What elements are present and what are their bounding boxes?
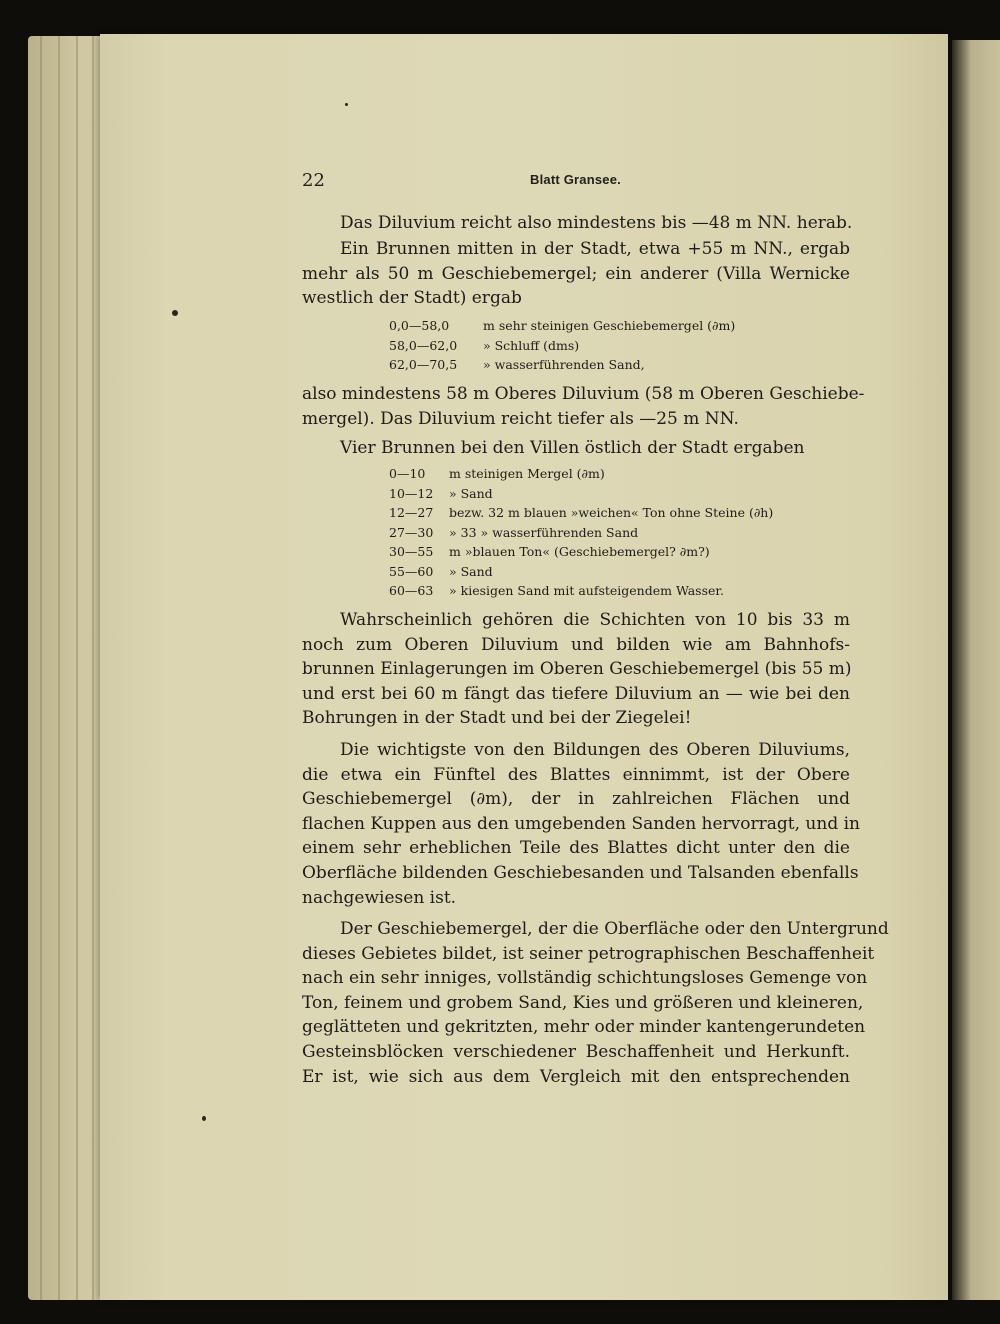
layer-cell: » 33 » wasserführenden Sand bbox=[449, 524, 639, 540]
paragraph-3 bbox=[302, 382, 865, 431]
table-row bbox=[389, 542, 773, 562]
text-line: und erst bei 60 m fängt das tiefere Diluvium an — wie bei den bbox=[302, 683, 850, 704]
depth-cell: 55—60 bbox=[389, 563, 434, 579]
layer-cell: m steinigen Mergel (∂m) bbox=[449, 466, 605, 481]
text-line: Er ist, wie sich aus dem Vergleich mit den entsprechenden bbox=[302, 1066, 850, 1087]
table-row bbox=[389, 316, 735, 336]
text-line: Oberfläche bildenden Geschiebesanden und Talsanden ebenfalls bbox=[302, 862, 859, 883]
next-page-edge bbox=[952, 40, 1000, 1300]
paragraph-7 bbox=[302, 917, 889, 1089]
layer-cell: bezw. 32 m blauen »weichen« Ton ohne Steine (∂h) bbox=[449, 505, 774, 520]
layer-cell: » Sand bbox=[449, 563, 493, 579]
table-row bbox=[389, 464, 773, 484]
depth-cell: 58,0—62,0 bbox=[389, 337, 458, 353]
table-row bbox=[389, 562, 773, 582]
text-line: geglätteten und gekritzten, mehr oder minder kantengerundeten bbox=[302, 1017, 866, 1038]
depth-cell: 30—55 bbox=[389, 544, 434, 559]
text-line: Der Geschiebemergel, der die Oberfläche oder den Untergrund bbox=[340, 919, 889, 939]
text-line: Bohrungen in der Stadt und bei der Ziegelei! bbox=[302, 708, 692, 729]
text-line: noch zum Oberen Diluvium und bilden wie am Bahnhofs- bbox=[302, 634, 850, 655]
layer-cell: » kiesigen Sand mit aufsteigendem Wasser. bbox=[449, 583, 724, 598]
text-line: Geschiebemergel (∂m), der in zahlreichen Flächen und bbox=[302, 789, 850, 810]
layer-cell: » wasserführenden Sand, bbox=[483, 357, 645, 372]
text-line: Gesteinsblöcken verschiedener Beschaffenheit und Herkunft. bbox=[302, 1041, 850, 1062]
depth-cell: 0,0—58,0 bbox=[389, 318, 450, 333]
text-line: einem sehr erheblichen Teile des Blattes dicht unter den die bbox=[302, 838, 850, 859]
well-table-2 bbox=[389, 464, 773, 601]
page-blemish bbox=[202, 1116, 206, 1121]
page-header bbox=[302, 170, 850, 194]
text-line: also mindestens 58 m Oberes Diluvium (58 m Oberen Geschiebe- bbox=[302, 384, 865, 404]
text-line: Ein Brunnen mitten in der Stadt, etwa +55 m NN., ergab bbox=[340, 239, 850, 259]
running-title: Blatt Gransee. bbox=[530, 172, 621, 187]
page-blemish bbox=[345, 103, 348, 106]
text-line: mergel). Das Diluvium reicht tiefer als —25 m NN. bbox=[302, 408, 739, 429]
layer-cell: » Sand bbox=[449, 485, 493, 501]
text-line: Wahrscheinlich gehören die Schichten von 10 bis 33 m bbox=[340, 610, 850, 630]
table-row bbox=[389, 336, 735, 356]
depth-cell: 60—63 bbox=[389, 583, 434, 598]
table-row bbox=[389, 503, 773, 523]
text-line: brunnen Einlagerungen im Oberen Geschiebemergel (bis 55 m) bbox=[302, 659, 852, 680]
text-line: nach ein sehr inniges, vollständig schichtungsloses Gemenge von bbox=[302, 968, 868, 989]
text-line: Ton, feinem und grobem Sand, Kies und größeren und kleineren, bbox=[302, 992, 864, 1013]
text-line: dieses Gebietes bildet, ist seiner petrographischen Beschaffenheit bbox=[302, 943, 875, 964]
text-line: nachgewiesen ist. bbox=[302, 887, 457, 908]
paragraph-2 bbox=[302, 237, 850, 311]
paragraph-1 bbox=[302, 211, 853, 236]
text-line: die etwa ein Fünftel des Blattes einnimmt, ist der Obere bbox=[302, 764, 850, 785]
page-number: 22 bbox=[302, 170, 325, 191]
layer-cell: m »blauen Ton« (Geschiebemergel? ∂m?) bbox=[449, 544, 710, 559]
depth-cell: 10—12 bbox=[389, 485, 434, 501]
text-line: Vier Brunnen bei den Villen östlich der Stadt ergaben bbox=[340, 438, 805, 458]
table-row bbox=[389, 581, 773, 601]
table-row bbox=[389, 484, 773, 504]
text-line: mehr als 50 m Geschiebemergel; ein anderer (Villa Wernicke bbox=[302, 263, 850, 284]
page-blemish bbox=[172, 310, 178, 316]
well-table-1 bbox=[389, 316, 735, 375]
table-row bbox=[389, 355, 735, 375]
text-line: Das Diluvium reicht also mindestens bis —48 m NN. herab. bbox=[340, 213, 853, 233]
paragraph-6 bbox=[302, 738, 860, 910]
depth-cell: 27—30 bbox=[389, 524, 434, 540]
text-line: Die wichtigste von den Bildungen des Oberen Diluviums, bbox=[340, 740, 850, 760]
text-line: flachen Kuppen aus den umgebenden Sanden hervorragt, und in bbox=[302, 813, 860, 834]
paragraph-4 bbox=[302, 436, 850, 461]
table-row bbox=[389, 523, 773, 543]
depth-cell: 12—27 bbox=[389, 505, 434, 520]
depth-cell: 62,0—70,5 bbox=[389, 357, 458, 372]
paragraph-5 bbox=[302, 608, 850, 731]
layer-cell: » Schluff (dms) bbox=[483, 337, 580, 353]
text-line: westlich der Stadt) ergab bbox=[302, 288, 522, 309]
depth-cell: 0—10 bbox=[389, 466, 426, 481]
layer-cell: m sehr steinigen Geschiebemergel (∂m) bbox=[483, 318, 736, 333]
